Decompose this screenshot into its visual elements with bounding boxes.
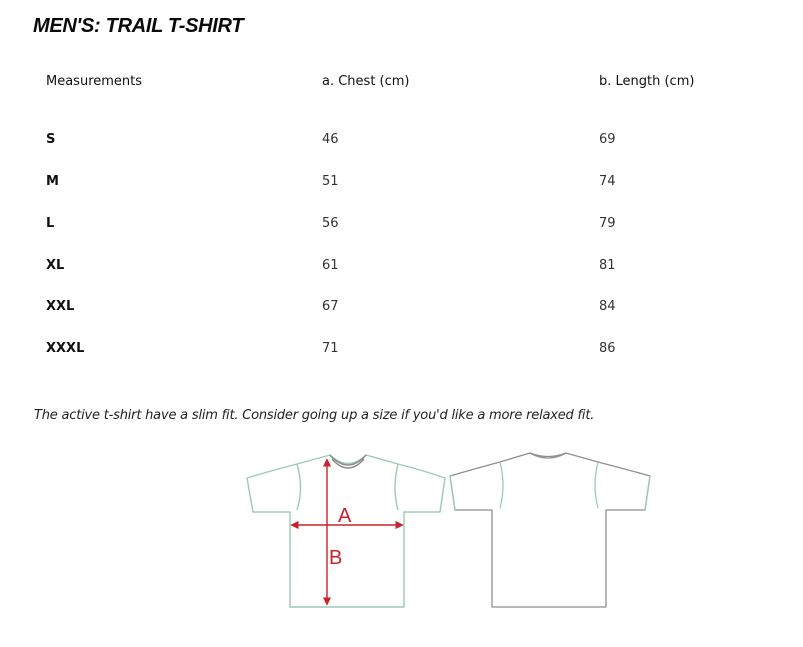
length-cell: 86 <box>599 341 616 356</box>
table-row <box>46 214 746 234</box>
header-measurements: Measurements <box>46 74 143 89</box>
header-length: b. Length (cm) <box>599 74 695 89</box>
table-row <box>46 297 746 317</box>
fit-note: The active t-shirt have a slim fit. Consider going up a size if you'd like a more relaxed fit. <box>34 408 595 423</box>
chest-cell: 56 <box>322 216 339 231</box>
length-cell: 81 <box>599 258 616 273</box>
table-row <box>46 172 746 192</box>
size-cell: S <box>46 132 56 147</box>
chest-cell: 46 <box>322 132 339 147</box>
table-row <box>46 256 746 276</box>
size-cell: L <box>46 216 55 231</box>
size-cell: XXXL <box>46 341 85 356</box>
measurement-lines <box>292 460 402 604</box>
chest-label: A <box>338 505 352 527</box>
tshirt-diagram <box>0 440 803 620</box>
length-cell: 69 <box>599 132 616 147</box>
size-cell: M <box>46 174 59 189</box>
front-tshirt-outline <box>247 455 445 607</box>
size-cell: XL <box>46 258 65 273</box>
chest-cell: 67 <box>322 299 339 314</box>
table-row <box>46 339 746 359</box>
chest-cell: 51 <box>322 174 339 189</box>
back-tshirt-outline <box>450 453 650 607</box>
size-cell: XXL <box>46 299 75 314</box>
header-chest: a. Chest (cm) <box>322 74 410 89</box>
length-cell: 84 <box>599 299 616 314</box>
length-cell: 74 <box>599 174 616 189</box>
chest-cell: 61 <box>322 258 339 273</box>
page-title: MEN'S: TRAIL T-SHIRT <box>33 15 244 37</box>
length-cell: 79 <box>599 216 616 231</box>
table-row <box>46 130 746 150</box>
table-header-row <box>46 72 746 92</box>
chest-cell: 71 <box>322 341 339 356</box>
length-label: B <box>329 547 343 569</box>
